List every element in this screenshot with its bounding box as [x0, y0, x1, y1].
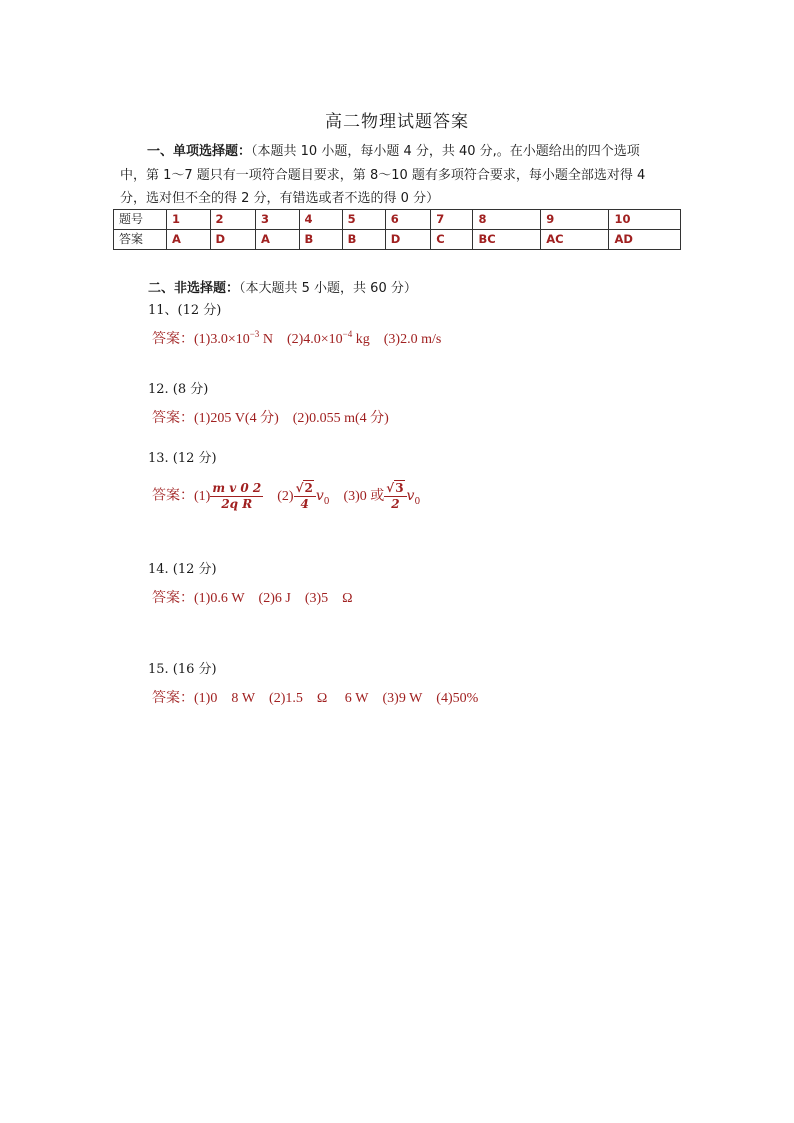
answer-word: 答案：	[152, 331, 194, 347]
answer-word: 答案：	[152, 487, 194, 504]
q15-answer	[152, 687, 478, 707]
q11-label: 11、(12 分)	[148, 303, 222, 318]
q14-label: 14. (12 分)	[148, 562, 217, 577]
q11-answer	[152, 328, 441, 348]
q13-part3: (3)0 或 $\frac{√3}{2}$ $v_0$	[343, 481, 421, 511]
question-number: 10	[609, 210, 681, 230]
q11-part1: $(1)3.0\times 10^{-3}$ N	[194, 329, 273, 347]
q13-part1: (1) $\frac{\text{m v 0 2}}{\text{2q R}}$	[194, 481, 262, 511]
page-title: 高二物理试题答案	[325, 112, 469, 132]
q12-part2: (2)0.055 m(4 分)	[292, 411, 389, 426]
section1-line1: （本题共 10 小题，每小题 4 分，共 40 分,。在小题给出的四个选项	[251, 144, 640, 159]
section2-header	[148, 277, 417, 296]
q15-part4: (4)50%	[436, 691, 479, 706]
q12-answer	[152, 407, 389, 427]
question-number: 3	[255, 210, 299, 230]
answer-row	[114, 230, 681, 250]
question-number-row	[114, 210, 681, 230]
section1-instructions	[120, 140, 680, 211]
q12-label: 12. (8 分)	[148, 382, 209, 397]
question-number: 5	[342, 210, 385, 230]
answer-cell: D	[210, 230, 255, 250]
answer-word: 答案：	[152, 410, 194, 426]
question-number: 1	[167, 210, 211, 230]
q15-part2: (2)1.5 Ω 6 W	[269, 691, 369, 706]
question-number: 6	[385, 210, 430, 230]
answer-cell: A	[255, 230, 299, 250]
answer-cell: AC	[541, 230, 609, 250]
row-label-answer: 答案	[114, 230, 167, 250]
section1-line2: 中，第 1～7 题只有一项符合题目要求，第 8～10 题有多项符合要求，每小题全部选对得 4	[120, 167, 646, 183]
section2-heading: 二、非选择题：	[148, 281, 240, 296]
q12-part1: (1)205 V(4 分)	[194, 411, 279, 426]
q13-label: 13. (12 分)	[148, 451, 217, 466]
q14-part3: (3)5 Ω	[304, 591, 353, 606]
row-label-number: 题号	[114, 210, 167, 230]
answer-cell: BC	[473, 230, 541, 250]
answer-word: 答案：	[152, 690, 194, 706]
q13-fraction2: $\frac{√2}{4}$	[294, 481, 316, 512]
q15-part3: (3)9 W	[382, 691, 423, 706]
question-number: 9	[541, 210, 609, 230]
question-number: 7	[431, 210, 473, 230]
section1-line3: 分，选对但不全的得 2 分，有错选或者不选的得 0 分）	[120, 191, 440, 206]
answer-cell: B	[299, 230, 342, 250]
question-number: 4	[299, 210, 342, 230]
question-number: 8	[473, 210, 541, 230]
q11-part2: $(2)4.0\times 10^{-4}$ kg	[286, 329, 370, 347]
q14-part1: (1)0.6 W	[194, 591, 245, 606]
q13-fraction3: $\frac{√3}{2}$	[384, 481, 406, 512]
q15-label: 15. (16 分)	[148, 662, 217, 677]
q13-fraction1: $\frac{\text{m v 0 2}}{\text{2q R}}$	[212, 481, 262, 511]
answer-table	[113, 209, 681, 250]
q13-answer	[152, 481, 420, 512]
answer-cell: B	[342, 230, 385, 250]
q14-part2: (2)6 J	[258, 591, 291, 606]
question-number: 2	[210, 210, 255, 230]
answer-cell: C	[431, 230, 473, 250]
answer-cell: D	[385, 230, 430, 250]
q14-answer	[152, 587, 353, 607]
q13-part2: (2) $\frac{√2}{4}$ $v_0$	[277, 481, 330, 511]
answer-cell: AD	[609, 230, 681, 250]
section2-note: （本大题共 5 小题，共 60 分）	[239, 281, 417, 296]
q11-part3: (3)2.0 m/s	[383, 332, 442, 347]
section1-heading: 一、单项选择题：	[147, 144, 252, 159]
answer-word: 答案：	[152, 590, 194, 606]
answer-cell: A	[167, 230, 211, 250]
q15-part1: (1)0 8 W	[194, 691, 256, 706]
